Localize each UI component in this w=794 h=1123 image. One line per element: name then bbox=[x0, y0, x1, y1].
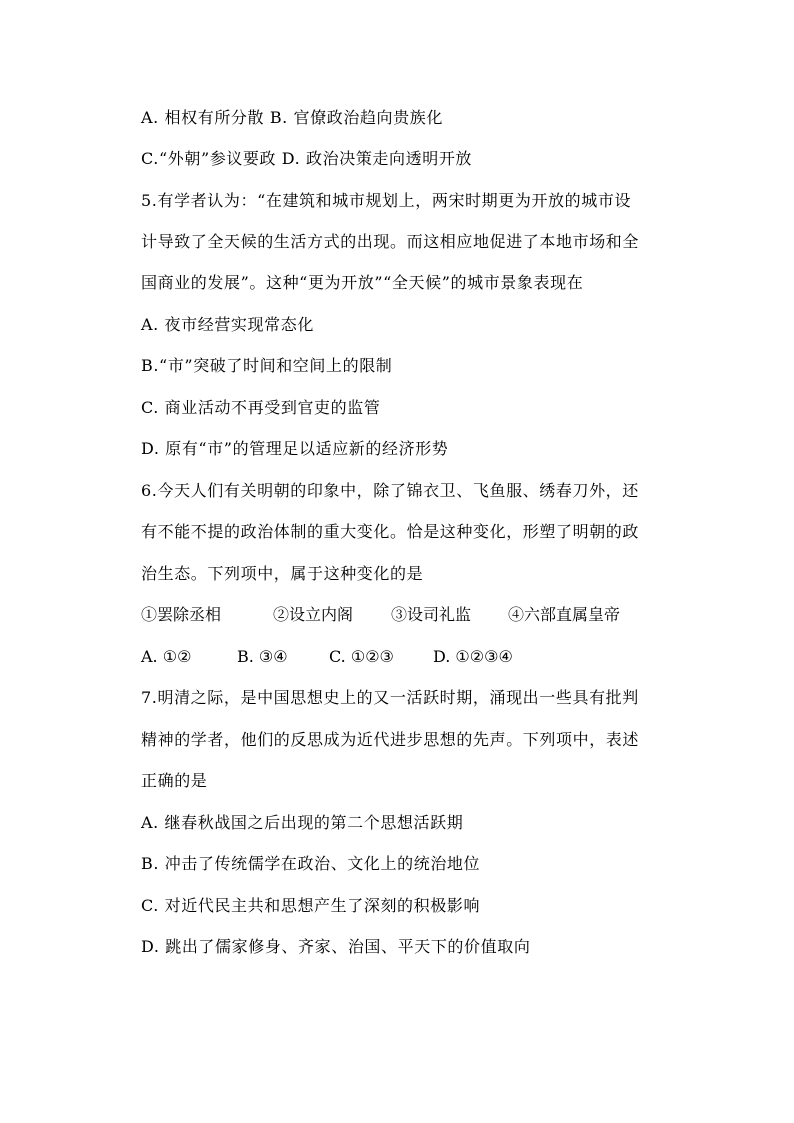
q6-item-2: ②设立内阁 bbox=[273, 605, 354, 624]
q5-stem-line-3: 国商业的发展”。这种“更为开放”“全天候”的城市景象表现在 bbox=[141, 273, 584, 292]
q5-option-a: A. 夜市经营实现常态化 bbox=[141, 315, 314, 334]
q5-stem-line-1: 5.有学者认为：“在建筑和城市规划上，两宋时期更为开放的城市设 bbox=[141, 191, 632, 210]
q7-stem-line-1: 7.明清之际，是中国思想史上的又一活跃时期，涌现出一些具有批判 bbox=[141, 688, 639, 707]
q6-stem-line-1: 6.今天人们有关明朝的印象中，除了锦衣卫、飞鱼服、绣春刀外，还 bbox=[141, 481, 639, 500]
q6-stem-line-2: 有不能不提的政治体制的重大变化。恰是这种变化，形塑了明朝的政 bbox=[141, 522, 640, 541]
q6-item-1: ①罢除丞相 bbox=[141, 605, 222, 624]
q6-option-c: C. ①②③ bbox=[329, 647, 394, 666]
q7-option-c: C. 对近代民主共和思想产生了深刻的积极影响 bbox=[141, 896, 481, 915]
q5-option-b: B.“市”突破了时间和空间上的限制 bbox=[141, 356, 393, 375]
q7-option-b: B. 冲击了传统儒学在政治、文化上的统治地位 bbox=[141, 854, 481, 873]
q6-option-d: D. ①②③④ bbox=[433, 647, 513, 666]
q7-stem-line-2: 精神的学者，他们的反思成为近代进步思想的先声。下列项中，表述 bbox=[141, 730, 640, 749]
q4-option-line-2: C.“外朝”参议要政 D. 政治决策走向透明开放 bbox=[141, 149, 473, 168]
q6-stem-line-3: 治生态。下列项中，属于这种变化的是 bbox=[141, 564, 424, 583]
q6-option-a: A. ①② bbox=[141, 647, 192, 666]
q6-option-b: B. ③④ bbox=[237, 647, 288, 666]
q4-option-line-1: A. 相权有所分散 B. 官僚政治趋向贵族化 bbox=[141, 108, 443, 127]
q5-option-c: C. 商业活动不再受到官吏的监管 bbox=[141, 398, 381, 417]
q7-stem-line-3: 正确的是 bbox=[141, 771, 208, 790]
q7-option-a: A. 继春秋战国之后出现的第二个思想活跃期 bbox=[141, 813, 464, 832]
q6-item-4: ④六部直属皇帝 bbox=[508, 605, 621, 624]
q5-option-d: D. 原有“市”的管理足以适应新的经济形势 bbox=[141, 439, 449, 458]
q6-item-3: ③设司礼监 bbox=[391, 605, 472, 624]
q5-stem-line-2: 计导致了全天候的生活方式的出现。而这相应地促进了本地市场和全 bbox=[141, 232, 640, 251]
q7-option-d: D. 跳出了儒家修身、齐家、治国、平天下的价值取向 bbox=[141, 937, 531, 956]
